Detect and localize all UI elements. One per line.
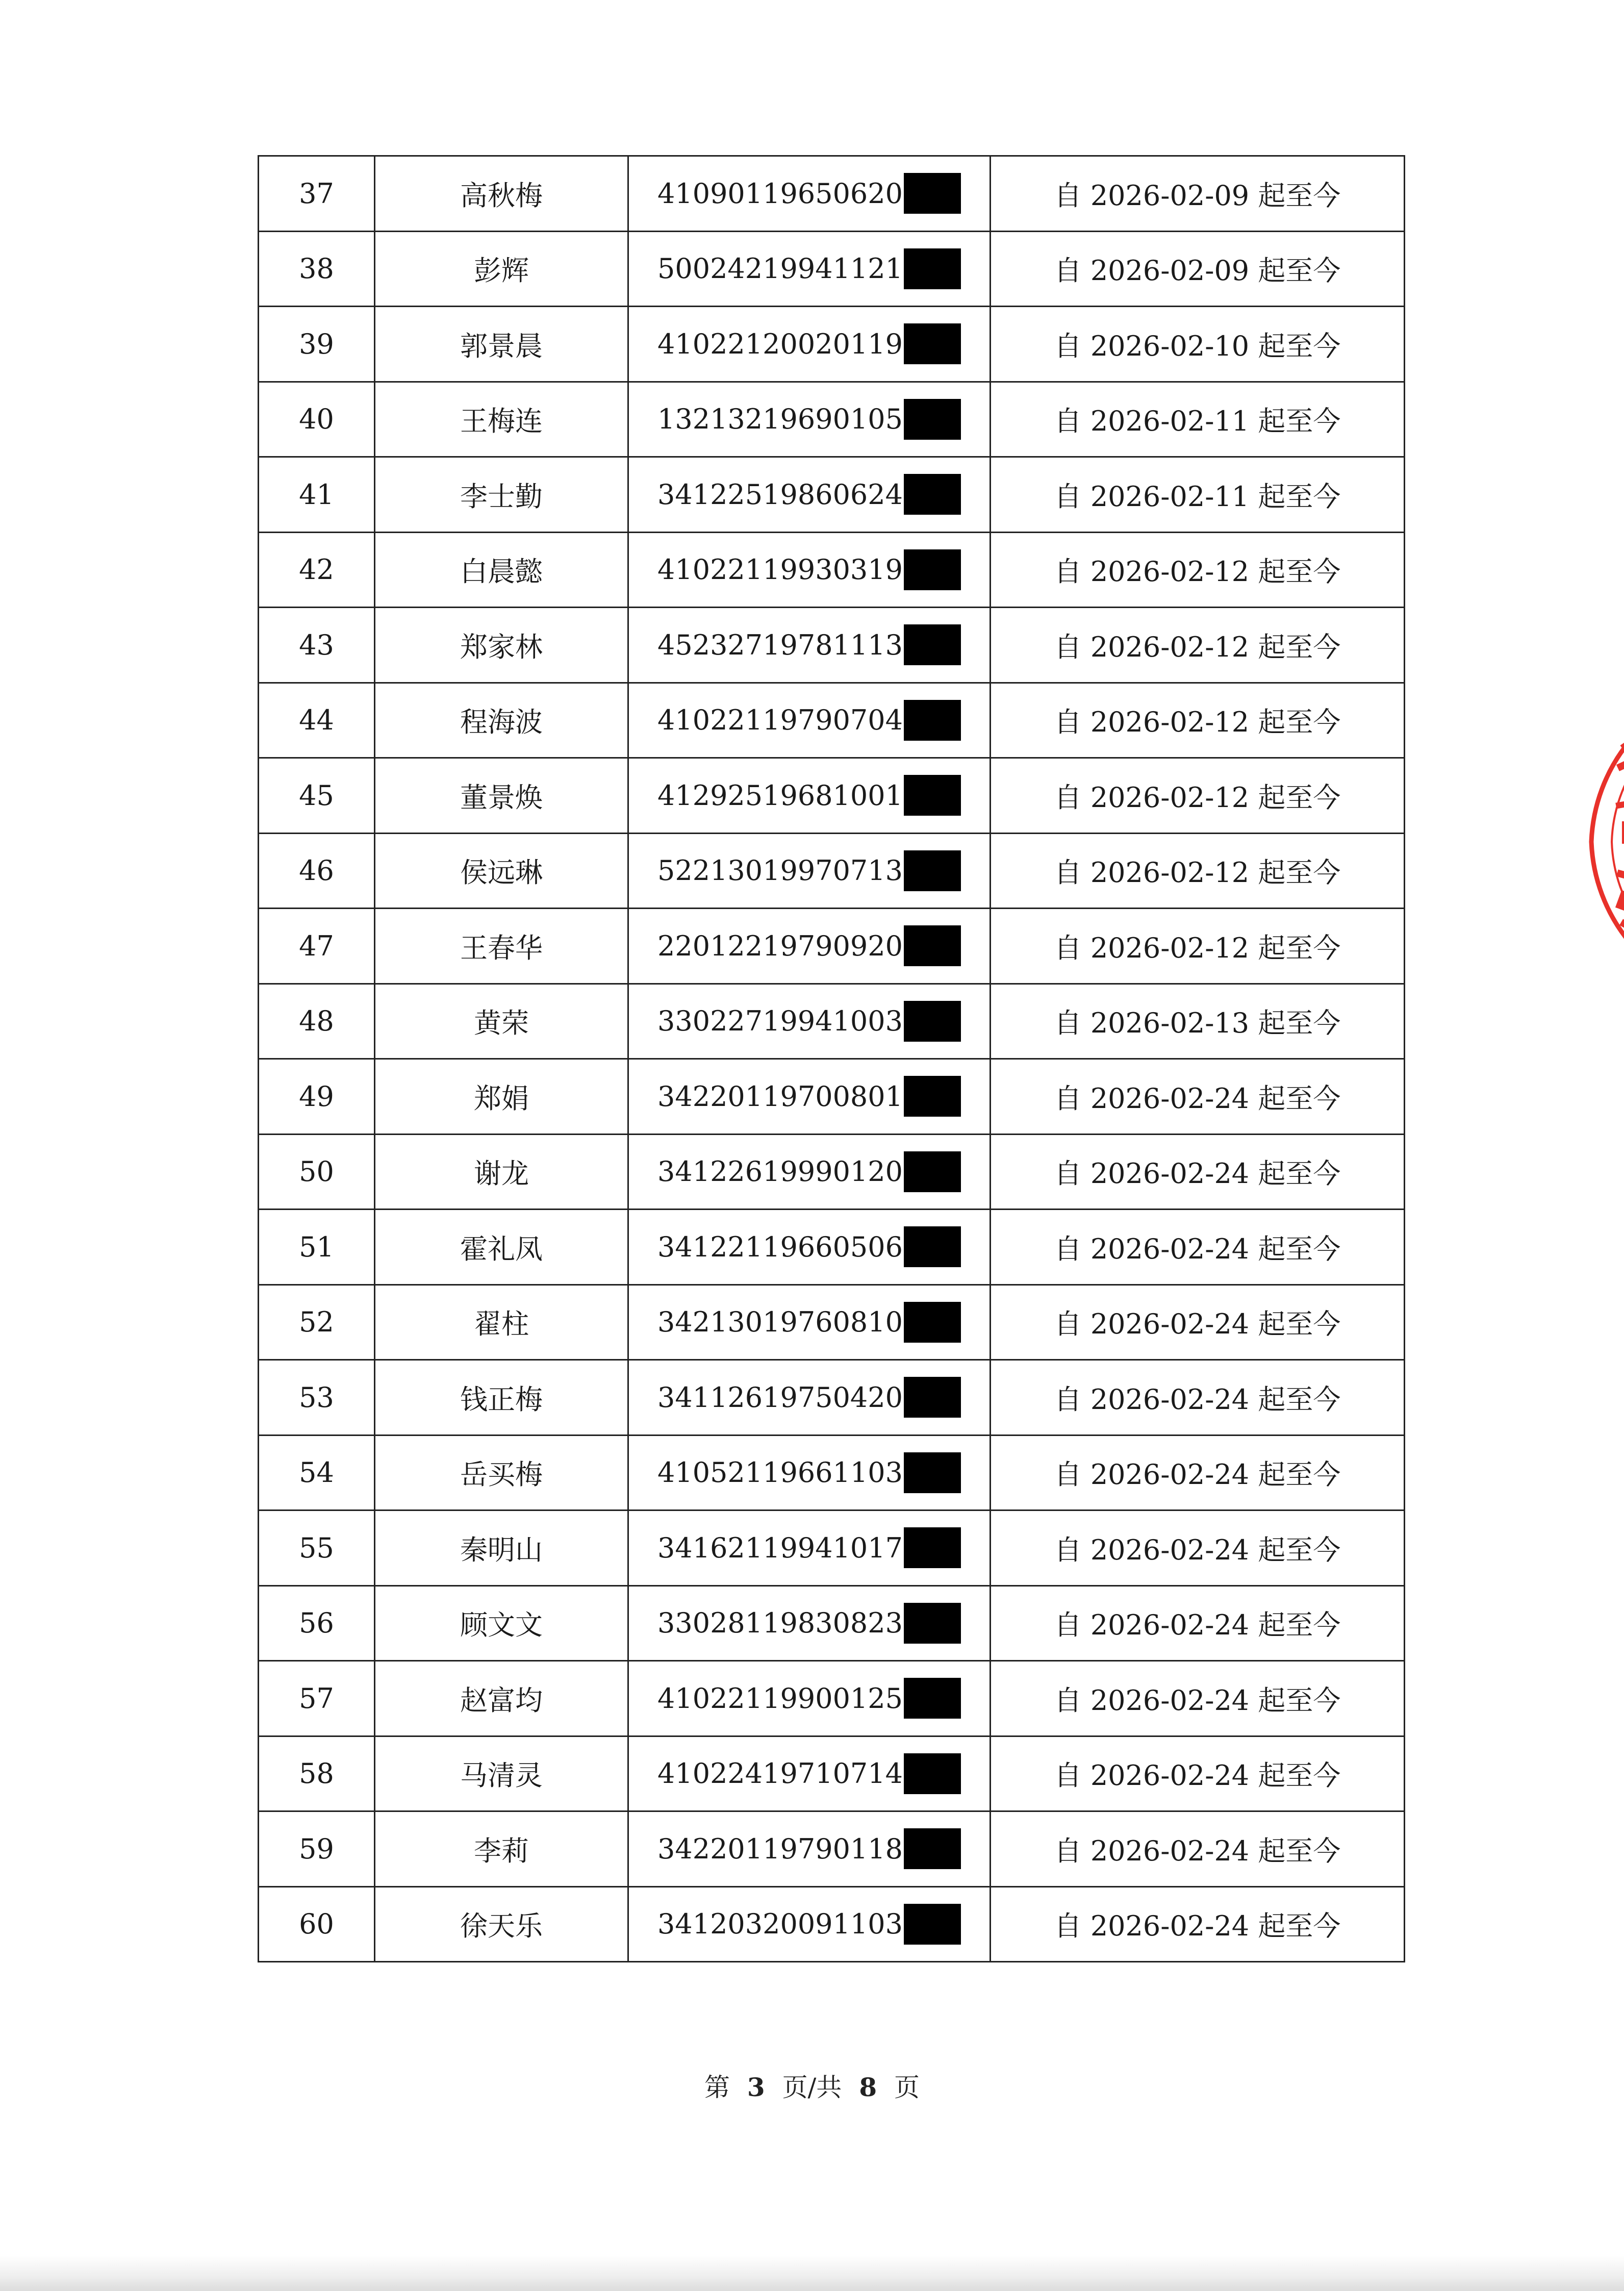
table-row [259, 1811, 1405, 1887]
table-row [259, 156, 1405, 232]
id-number-group [657, 248, 961, 289]
effective-period-cell: 自 2026-02-11 起至今 [991, 382, 1405, 457]
redaction-bar [904, 1377, 961, 1418]
person-name-cell: 徐天乐 [375, 1886, 628, 1962]
id-number-group [657, 925, 961, 966]
id-number-cell [628, 231, 991, 307]
row-number-cell: 57 [259, 1661, 375, 1736]
redaction-bar [904, 925, 961, 966]
person-name-cell: 高秋梅 [375, 156, 628, 232]
redaction-bar [904, 624, 961, 665]
table-row [259, 1736, 1405, 1811]
effective-period-cell: 自 2026-02-24 起至今 [991, 1134, 1405, 1210]
table-row [259, 833, 1405, 909]
row-number-cell: 43 [259, 608, 375, 683]
table-row [259, 307, 1405, 382]
id-number-visible: 41022119900125 [657, 1682, 903, 1715]
id-number-visible: 34122519860624 [657, 478, 903, 511]
id-number-cell [628, 156, 991, 232]
effective-period-cell: 自 2026-02-12 起至今 [991, 758, 1405, 834]
redaction-bar [904, 1151, 961, 1192]
redaction-bar [904, 323, 961, 364]
row-number-cell: 60 [259, 1886, 375, 1962]
id-number-visible: 34220119790118 [657, 1832, 903, 1865]
row-number-cell: 56 [259, 1585, 375, 1661]
id-number-group [657, 624, 961, 665]
row-number-cell: 49 [259, 1059, 375, 1135]
effective-period-cell: 自 2026-02-12 起至今 [991, 608, 1405, 683]
effective-period-cell: 自 2026-02-24 起至今 [991, 1886, 1405, 1962]
redaction-bar [904, 1678, 961, 1719]
effective-period-cell: 自 2026-02-24 起至今 [991, 1661, 1405, 1736]
effective-period-cell: 自 2026-02-24 起至今 [991, 1360, 1405, 1436]
id-number-cell [628, 1134, 991, 1210]
redaction-bar [904, 1904, 961, 1945]
person-name-cell: 马清灵 [375, 1736, 628, 1811]
person-name-cell: 黄荣 [375, 984, 628, 1059]
table-row [259, 608, 1405, 683]
id-number-visible: 34122619990120 [657, 1155, 903, 1188]
person-name-cell: 侯远琳 [375, 833, 628, 909]
person-name-cell: 秦明山 [375, 1510, 628, 1586]
id-number-cell [628, 758, 991, 834]
table-row [259, 984, 1405, 1059]
redaction-bar [904, 474, 961, 515]
person-name-cell: 霍礼凤 [375, 1210, 628, 1285]
row-number-cell: 42 [259, 532, 375, 608]
redaction-bar [904, 173, 961, 214]
total-page-count: 8 [859, 2072, 877, 2102]
id-number-group [657, 1001, 961, 1042]
redaction-bar [904, 1828, 961, 1869]
redaction-bar [904, 1452, 961, 1493]
id-number-cell [628, 1210, 991, 1285]
redaction-bar [904, 248, 961, 289]
page-footer [0, 2067, 1624, 2104]
redaction-bar [904, 1603, 961, 1644]
footer-suffix: 页 [894, 2073, 920, 2102]
id-number-cell [628, 909, 991, 984]
id-number-visible: 52213019970713 [657, 854, 903, 887]
row-number-cell: 44 [259, 683, 375, 758]
row-number-cell: 46 [259, 833, 375, 909]
row-number-cell: 54 [259, 1435, 375, 1510]
id-number-group [657, 1753, 961, 1794]
id-number-group [657, 399, 961, 440]
row-number-cell: 50 [259, 1134, 375, 1210]
id-number-visible: 34213019760810 [657, 1306, 903, 1339]
person-name-cell: 钱正梅 [375, 1360, 628, 1436]
table-row [259, 382, 1405, 457]
id-number-visible: 33028119830823 [657, 1607, 903, 1640]
id-number-group [657, 1151, 961, 1192]
id-number-cell [628, 1585, 991, 1661]
id-number-group [657, 850, 961, 891]
row-number-cell: 51 [259, 1210, 375, 1285]
table-row [259, 1285, 1405, 1360]
person-name-cell: 郑娟 [375, 1059, 628, 1135]
id-number-visible: 41022419710714 [657, 1757, 903, 1790]
id-number-visible: 34112619750420 [657, 1381, 903, 1414]
row-number-cell: 48 [259, 984, 375, 1059]
redaction-bar [904, 850, 961, 891]
id-number-group [657, 1302, 961, 1343]
id-number-group [657, 1678, 961, 1719]
redaction-bar [904, 1753, 961, 1794]
person-name-cell: 彭辉 [375, 231, 628, 307]
redaction-bar [904, 399, 961, 440]
effective-period-cell: 自 2026-02-13 起至今 [991, 984, 1405, 1059]
redaction-bar [904, 1302, 961, 1343]
id-number-cell [628, 382, 991, 457]
person-name-cell: 李士勤 [375, 457, 628, 533]
id-number-visible: 41022119930319 [657, 553, 903, 586]
redaction-bar [904, 1527, 961, 1568]
table-row [259, 909, 1405, 984]
table-row [259, 532, 1405, 608]
effective-period-cell: 自 2026-02-24 起至今 [991, 1210, 1405, 1285]
records-table-body [259, 156, 1405, 1962]
person-name-cell: 赵富均 [375, 1661, 628, 1736]
person-name-cell: 郭景晨 [375, 307, 628, 382]
effective-period-cell: 自 2026-02-24 起至今 [991, 1736, 1405, 1811]
id-number-group [657, 1828, 961, 1869]
effective-period-cell: 自 2026-02-09 起至今 [991, 156, 1405, 232]
id-number-visible: 33022719941003 [657, 1005, 903, 1038]
id-number-visible: 34220119700801 [657, 1080, 903, 1113]
person-name-cell: 王春华 [375, 909, 628, 984]
effective-period-cell: 自 2026-02-10 起至今 [991, 307, 1405, 382]
id-number-cell [628, 608, 991, 683]
scanner-page-edge [0, 2255, 1624, 2291]
id-number-cell [628, 984, 991, 1059]
table-row [259, 1134, 1405, 1210]
id-number-group [657, 474, 961, 515]
footer-middle: 页/共 [782, 2073, 842, 2102]
id-number-cell [628, 532, 991, 608]
id-number-visible: 45232719781113 [657, 628, 903, 661]
id-number-cell [628, 1510, 991, 1586]
id-number-group [657, 1904, 961, 1945]
id-number-group [657, 1603, 961, 1644]
table-row [259, 1210, 1405, 1285]
effective-period-cell: 自 2026-02-24 起至今 [991, 1585, 1405, 1661]
row-number-cell: 58 [259, 1736, 375, 1811]
id-number-group [657, 549, 961, 590]
id-number-cell [628, 457, 991, 533]
effective-period-cell: 自 2026-02-12 起至今 [991, 532, 1405, 608]
table-row [259, 1059, 1405, 1135]
id-number-group [657, 700, 961, 741]
table-row [259, 1360, 1405, 1436]
id-number-visible: 34162119941017 [657, 1531, 903, 1564]
row-number-cell: 37 [259, 156, 375, 232]
id-number-visible: 41052119661103 [657, 1456, 903, 1489]
id-number-cell [628, 833, 991, 909]
person-name-cell: 程海波 [375, 683, 628, 758]
id-number-visible: 22012219790920 [657, 929, 903, 962]
id-number-group [657, 323, 961, 364]
id-number-visible: 34122119660506 [657, 1230, 903, 1263]
effective-period-cell: 自 2026-02-24 起至今 [991, 1285, 1405, 1360]
id-number-group [657, 173, 961, 214]
table-row [259, 758, 1405, 834]
row-number-cell: 52 [259, 1285, 375, 1360]
person-name-cell: 李莉 [375, 1811, 628, 1887]
person-name-cell: 王梅连 [375, 382, 628, 457]
effective-period-cell: 自 2026-02-12 起至今 [991, 833, 1405, 909]
effective-period-cell: 自 2026-02-24 起至今 [991, 1811, 1405, 1887]
redaction-bar [904, 1226, 961, 1267]
effective-period-cell: 自 2026-02-24 起至今 [991, 1059, 1405, 1135]
red-seal-stamp [1571, 663, 1624, 1020]
id-number-group [657, 1527, 961, 1568]
person-name-cell: 翟柱 [375, 1285, 628, 1360]
id-number-cell [628, 683, 991, 758]
redaction-bar [904, 700, 961, 741]
person-name-cell: 董景焕 [375, 758, 628, 834]
row-number-cell: 59 [259, 1811, 375, 1887]
row-number-cell: 41 [259, 457, 375, 533]
person-name-cell: 郑家林 [375, 608, 628, 683]
id-number-cell [628, 1059, 991, 1135]
row-number-cell: 55 [259, 1510, 375, 1586]
records-table [258, 155, 1405, 1962]
table-row [259, 1510, 1405, 1586]
redaction-bar [904, 549, 961, 590]
id-number-group [657, 1226, 961, 1267]
row-number-cell: 39 [259, 307, 375, 382]
id-number-group [657, 1452, 961, 1493]
effective-period-cell: 自 2026-02-24 起至今 [991, 1510, 1405, 1586]
footer-prefix: 第 [704, 2073, 730, 2102]
id-number-cell [628, 1886, 991, 1962]
row-number-cell: 38 [259, 231, 375, 307]
current-page-number: 3 [747, 2072, 765, 2102]
redaction-bar [904, 1076, 961, 1117]
effective-period-cell: 自 2026-02-11 起至今 [991, 457, 1405, 533]
row-number-cell: 47 [259, 909, 375, 984]
id-number-cell [628, 1435, 991, 1510]
id-number-visible: 41090119650620 [657, 177, 903, 210]
table-row [259, 683, 1405, 758]
redaction-bar [904, 775, 961, 816]
id-number-cell [628, 1661, 991, 1736]
effective-period-cell: 自 2026-02-09 起至今 [991, 231, 1405, 307]
table-row [259, 1435, 1405, 1510]
effective-period-cell: 自 2026-02-12 起至今 [991, 683, 1405, 758]
row-number-cell: 40 [259, 382, 375, 457]
effective-period-cell: 自 2026-02-24 起至今 [991, 1435, 1405, 1510]
id-number-group [657, 1076, 961, 1117]
person-name-cell: 顾文文 [375, 1585, 628, 1661]
id-number-visible: 34120320091103 [657, 1908, 903, 1941]
id-number-cell [628, 1736, 991, 1811]
id-number-cell [628, 1360, 991, 1436]
id-number-cell [628, 1811, 991, 1887]
table-row [259, 1661, 1405, 1736]
id-number-visible: 41292519681001 [657, 779, 903, 812]
row-number-cell: 45 [259, 758, 375, 834]
id-number-group [657, 1377, 961, 1418]
effective-period-cell: 自 2026-02-12 起至今 [991, 909, 1405, 984]
person-name-cell: 岳买梅 [375, 1435, 628, 1510]
redaction-bar [904, 1001, 961, 1042]
row-number-cell: 53 [259, 1360, 375, 1436]
id-number-visible: 41022119790704 [657, 704, 903, 737]
person-name-cell: 谢龙 [375, 1134, 628, 1210]
id-number-visible: 50024219941121 [657, 253, 903, 285]
id-number-visible: 41022120020119 [657, 328, 903, 360]
table-row [259, 457, 1405, 533]
id-number-visible: 13213219690105 [657, 403, 903, 436]
table-row [259, 1585, 1405, 1661]
id-number-cell [628, 307, 991, 382]
person-name-cell: 白晨懿 [375, 532, 628, 608]
id-number-group [657, 775, 961, 816]
id-number-cell [628, 1285, 991, 1360]
table-row [259, 231, 1405, 307]
table-row [259, 1886, 1405, 1962]
